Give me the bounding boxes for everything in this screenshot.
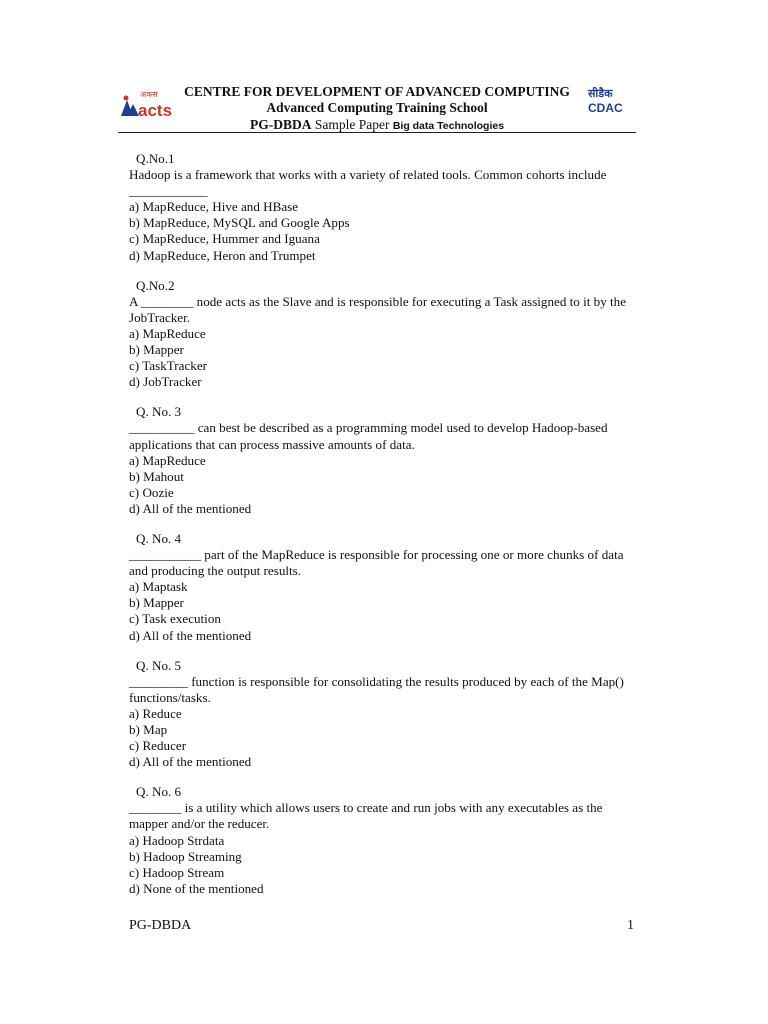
question-number: Q.No.2 [136,277,175,293]
question-3 [129,404,629,517]
option-d: d) MapReduce, Heron and Trumpet [129,247,316,263]
option-d: d) JobTracker [129,374,202,390]
question-5 [129,658,629,771]
option-b: b) Mahout [129,468,184,484]
school-name: Advanced Computing Training School [266,100,488,115]
option-b: b) Map [129,722,168,737]
option-b: b) Mapper [129,595,184,611]
question-text: _________ function is responsible for consolidating the results produced by each of the Map() functions/tasks. [129,673,624,705]
question-number: Q.No.1 [136,151,175,166]
option-c: c) MapReduce, Hummer and Iguana [129,231,320,247]
question-number: Q. No. 4 [136,530,182,546]
option-c: c) Hadoop Stream [129,864,225,880]
option-d: d) All of the mentioned [129,500,252,516]
footer-course-name: PG-DBDA [129,918,192,933]
option-b: b) MapReduce, MySQL and Google Apps [129,215,350,231]
subject-name: Big data Technologies [392,120,505,132]
acts-logo-text: acts [138,101,173,120]
option-a: a) MapReduce [129,325,206,341]
option-d: d) All of the mentioned [129,627,252,643]
question-number: Q. No. 6 [136,784,182,800]
header-text [118,84,636,135]
question-6 [129,784,629,897]
question-text: A ________ node acts as the Slave and is responsible for executing a Task assigned to it by the JobTracker. [129,293,627,325]
option-a: a) Hadoop Strdata [129,832,225,848]
question-text: __________ can best be described as a programming model used to develop Hadoop-based applications that can process massive amounts of data. [129,420,608,452]
option-b: b) Mapper [129,342,184,358]
option-a: a) Maptask [129,579,188,595]
option-c: c) Task execution [129,611,221,627]
question-text: Hadoop is a framework that works with a variety of related tools. Common cohorts include ____________ [129,167,607,199]
question-number: Q. No. 3 [136,404,182,420]
acts-logo-hindi: अंकस [140,90,158,99]
option-a: a) MapReduce [129,452,206,468]
option-d: d) All of the mentioned [129,754,252,770]
question-list [129,151,629,911]
question-text: ________ is a utility which allows users to create and run jobs with any executables as the mapper and/or the reducer. [129,800,603,832]
question-1 [129,151,629,264]
question-number: Q. No. 5 [136,657,182,673]
header-divider [118,132,636,133]
question-text: ___________ part of the MapReduce is responsible for processing one or more chunks of data and producing the output results. [129,547,624,579]
page-header [118,84,636,134]
course-name: PG-DBDA [249,117,312,132]
option-a: a) MapReduce, Hive and HBase [129,199,299,215]
option-c: c) Reducer [129,738,187,754]
option-c: c) TaskTracker [129,358,207,374]
cdac-logo [584,84,632,118]
option-d: d) None of the mentioned [129,880,264,896]
question-4 [129,531,629,644]
page-number: 1 [627,918,634,933]
cdac-logo-text: CDAC [588,101,623,115]
option-b: b) Hadoop Streaming [129,848,242,864]
question-2 [129,278,629,391]
cdac-logo-hindi: सीडैक [588,87,613,100]
paper-type: Sample Paper [311,117,393,132]
option-c: c) Oozie [129,484,174,500]
institution-name: CENTRE FOR DEVELOPMENT OF ADVANCED COMPUTING [184,84,570,99]
option-a: a) Reduce [129,705,182,721]
